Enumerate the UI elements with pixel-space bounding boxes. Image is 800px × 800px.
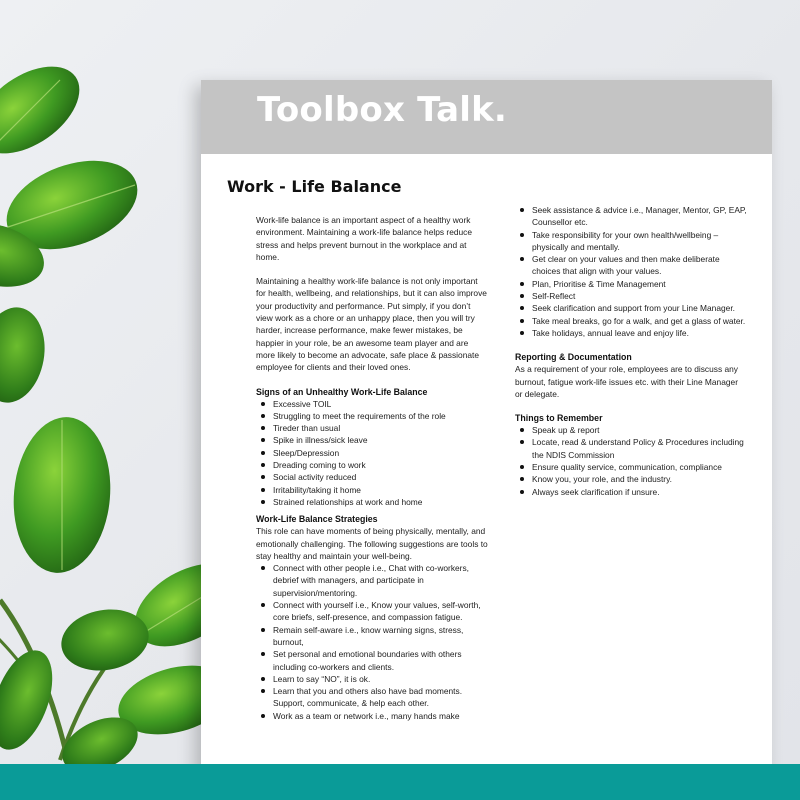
list-item: Work as a team or network i.e., many hands make	[256, 710, 488, 722]
list-item: Take holidays, annual leave and enjoy life.	[515, 327, 747, 339]
list-item: Struggling to meet the requirements of the role	[256, 410, 488, 422]
reporting-text: As a requirement of your role, employees are to discuss any burnout, fatigue work-life issues etc. with their Line Manager or delegate.	[515, 364, 738, 399]
list-item: Irritability/taking it home	[256, 484, 488, 496]
strategies-heading: Work-Life Balance Strategies	[256, 514, 378, 525]
list-item: Tireder than usual	[256, 422, 488, 434]
list-item: Dreading coming to work	[256, 459, 488, 471]
list-item: Locate, read & understand Policy & Procedures including the NDIS Commission	[515, 436, 747, 461]
footer-bar	[0, 764, 800, 800]
list-item: Seek clarification and support from your Line Manager.	[515, 302, 747, 314]
remember-section	[515, 412, 747, 498]
list-item: Know you, your role, and the industry.	[515, 473, 747, 485]
list-item: Ensure quality service, communication, compliance	[515, 461, 747, 473]
list-item: Learn that you and others also have bad moments. Support, communicate, & help each other.	[256, 685, 488, 710]
reporting-section	[515, 351, 747, 400]
list-item: Strained relationships at work and home	[256, 496, 488, 508]
list-item: Seek assistance & advice i.e., Manager, Mentor, GP, EAP, Counsellor etc.	[515, 204, 747, 229]
toolbox-document	[201, 80, 772, 800]
list-item: Sleep/Depression	[256, 447, 488, 459]
strategies-list	[256, 562, 488, 722]
list-item: Connect with yourself i.e., Know your values, self-worth, core briefs, self-presence, and compassion fatigue.	[256, 599, 488, 624]
remember-heading: Things to Remember	[515, 413, 603, 424]
list-item: Take responsibility for your own health/wellbeing – physically and mentally.	[515, 229, 747, 254]
list-item: Connect with other people i.e., Chat with co-workers, debrief with managers, and participate in supervision/mentoring.	[256, 562, 488, 599]
list-item: Set personal and emotional boundaries with others including co-workers and clients.	[256, 648, 488, 673]
list-item: Learn to say “NO”, it is ok.	[256, 673, 488, 685]
strategies-list-continued	[515, 204, 747, 339]
intro-paragraph: Work-life balance is an important aspect of a healthy work environment. Maintaining a work-life balance helps reduce stress and helps prevent burnout in the workplace and at home.	[256, 215, 473, 262]
remember-list	[515, 424, 747, 498]
list-item: Social activity reduced	[256, 471, 488, 483]
right-column	[515, 204, 747, 498]
list-item: Always seek clarification if unsure.	[515, 486, 747, 498]
list-item: Speak up & report	[515, 424, 747, 436]
header-title: Toolbox Talk.	[257, 90, 508, 130]
list-item: Plan, Prioritise & Time Management	[515, 278, 747, 290]
signs-list	[256, 398, 488, 509]
list-item: Remain self-aware i.e., know warning signs, stress, burnout,	[256, 624, 488, 649]
list-item: Self-Reflect	[515, 290, 747, 302]
list-item: Excessive TOIL	[256, 398, 488, 410]
left-column	[256, 214, 488, 722]
document-header-band	[201, 80, 772, 154]
reporting-heading: Reporting & Documentation	[515, 352, 632, 363]
list-item: Get clear on your values and then make deliberate choices that align with your values.	[515, 253, 747, 278]
list-item: Take meal breaks, go for a walk, and get a glass of water.	[515, 315, 747, 327]
strategies-intro: This role can have moments of being physically, mentally, and emotionally challenging. The following suggestions are tools to stay healthy and maintain your well-being.	[256, 526, 488, 561]
list-item: Spike in illness/sick leave	[256, 434, 488, 446]
signs-heading: Signs of an Unhealthy Work-Life Balance	[256, 386, 428, 397]
document-title: Work - Life Balance	[227, 177, 402, 196]
intro-paragraph: Maintaining a healthy work-life balance is not only important for health, wellbeing, and relationships, but it can also improve your productivity and performance. Put simply, if you don’t view work as a chore or an unhappy place, then you will try harder, increase performance, make fewer mistakes, be happier in your role, be an awesome team player and are more likely to become an advocate, safe place & passionate employee for clients and their loved ones.	[256, 276, 487, 373]
